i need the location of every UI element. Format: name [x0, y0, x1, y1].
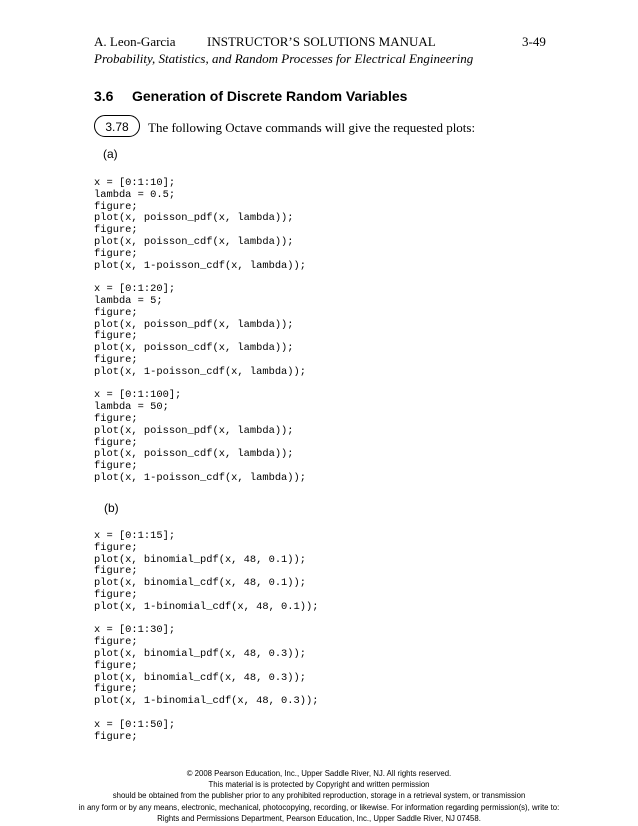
copyright-footer	[0, 768, 638, 824]
footer-line-1: © 2008 Pearson Education, Inc., Upper Saddle River, NJ. All rights reserved.	[186, 769, 452, 778]
header-subtitle: Probability, Statistics, and Random Processes for Electrical Engineering	[94, 51, 474, 66]
part-a-code-block: x = [0:1:10]; lambda = 0.5; figure; plot(x, poisson_pdf(x, lambda)); figure; plot(x, poisson_cdf(x, lambda)); figure; plot(x, 1-poisson_cdf(x, lambda)); x = [0:1:20]; lambda = 5; figure; plot(x, poisson_pdf(x, lambda)); figure; plot(x, poisson_cdf(x, lambda)); figure; plot(x, 1-poisson_cdf(x, lambda)); x = [0:1:100]; lambda = 50; figure; plot(x, poisson_pdf(x, lambda)); figure; plot(x, poisson_cdf(x, lambda)); figure; plot(x, 1-poisson_cdf(x, lambda));	[94, 177, 307, 484]
section-title: Generation of Discrete Random Variables	[132, 88, 408, 104]
header-manual-title: INSTRUCTOR’S SOLUTIONS MANUAL	[207, 34, 436, 49]
section-heading	[94, 88, 407, 104]
part-b-label: (b)	[104, 501, 119, 515]
problem-intro: The following Octave commands will give the requested plots:	[148, 120, 476, 135]
part-b-code-block: x = [0:1:15]; figure; plot(x, binomial_pdf(x, 48, 0.1)); figure; plot(x, binomial_cdf(x, 48, 0.1)); figure; plot(x, 1-binomial_cdf(x, 48, 0.1)); x = [0:1:30]; figure; plot(x, binomial_pdf(x, 48, 0.3)); figure; plot(x, binomial_cdf(x, 48, 0.3)); figure; plot(x, 1-binomial_cdf(x, 48, 0.3)); x = [0:1:50]; figure;	[94, 530, 319, 743]
part-a-label: (a)	[103, 147, 118, 161]
section-number: 3.6	[94, 88, 114, 104]
header-author: A. Leon-Garcia	[94, 34, 176, 49]
footer-line-4: in any form or by any means, electronic, mechanical, photocopying, recording, or likewise. For information regarding permission(s), write to:	[78, 802, 560, 812]
footer-line-3: should be obtained from the publisher prior to any prohibited reproduction, storage in a retrieval system, or transmission	[112, 791, 526, 801]
problem-number-badge: 3.78	[94, 115, 140, 137]
page-number: 3-49	[522, 34, 546, 49]
footer-line-5: Rights and Permissions Department, Pearson Education, Inc., Upper Saddle River, NJ 07458.	[157, 813, 481, 823]
footer-line-2: This material is is protected by Copyright and written permission	[208, 780, 430, 790]
